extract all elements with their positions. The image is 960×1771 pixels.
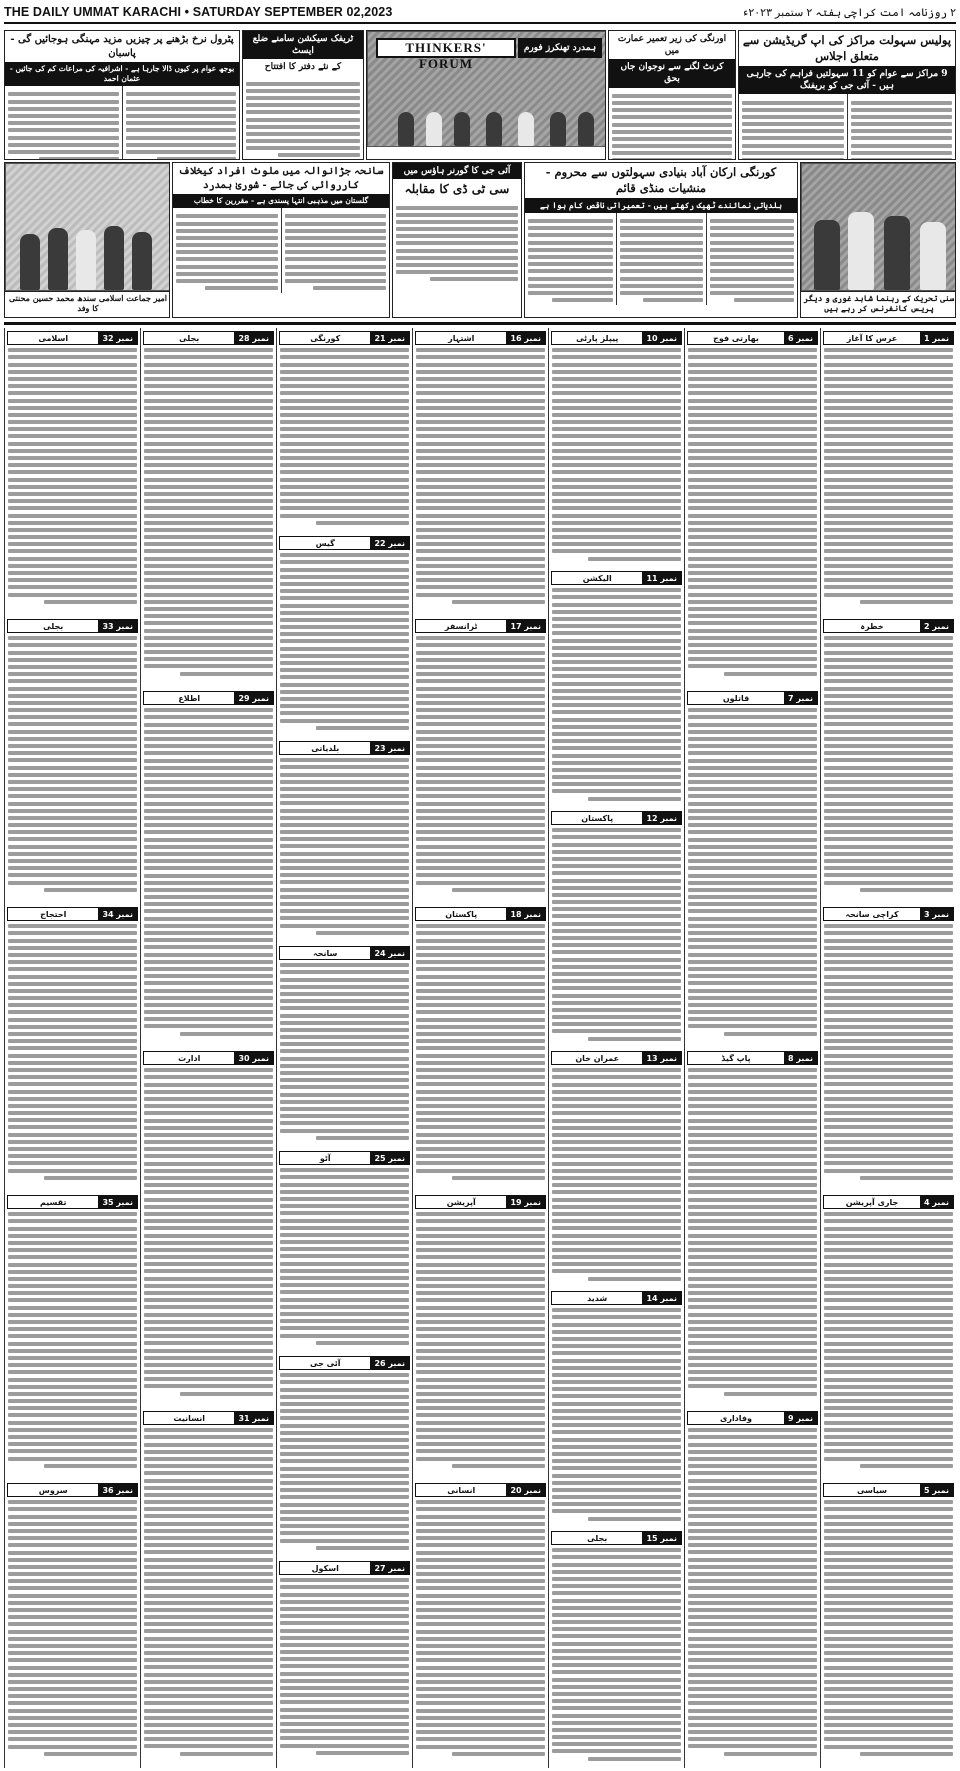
item-body bbox=[549, 828, 684, 1040]
top-band bbox=[4, 28, 956, 180]
item-body bbox=[277, 553, 412, 730]
section-divider bbox=[4, 322, 956, 325]
item-dateline: سیاسی bbox=[856, 1486, 888, 1495]
item-header bbox=[551, 1291, 682, 1305]
news-item bbox=[277, 943, 412, 1148]
news-item bbox=[549, 808, 684, 1048]
orangi-story bbox=[608, 30, 736, 160]
item-dateline: پاکستان bbox=[581, 814, 614, 823]
news-item bbox=[685, 1408, 820, 1768]
item-dateline: کراچی سانحہ bbox=[845, 910, 899, 919]
masthead bbox=[4, 2, 956, 24]
item-dateline: اشتہار bbox=[448, 334, 475, 343]
item-dateline: بجلی bbox=[587, 1534, 608, 1543]
news-item bbox=[549, 328, 684, 568]
lead-headline: پولیس سہولت مراکز کی اپ گریڈیشن سے متعلق اجلاس bbox=[742, 33, 952, 63]
item-dateline: بجلی bbox=[179, 334, 200, 343]
news-item bbox=[549, 1528, 684, 1768]
orangi-headline: اورنگی کی زیر تعمیر عمارت میں bbox=[617, 34, 727, 57]
lead-text-a bbox=[739, 94, 847, 160]
governor-subheadline: سی ٹی ڈی کا مقابلہ bbox=[404, 182, 510, 197]
item-number: نمبر 19 bbox=[506, 1196, 545, 1208]
item-dateline: انسانیت bbox=[173, 1414, 206, 1423]
item-header bbox=[7, 907, 138, 921]
petrol-story bbox=[4, 30, 240, 160]
item-number: نمبر 29 bbox=[234, 692, 273, 704]
lead-text-b bbox=[847, 94, 955, 160]
item-body bbox=[141, 1428, 276, 1755]
item-header bbox=[143, 331, 274, 345]
item-number: نمبر 2 bbox=[920, 620, 953, 632]
middle-band bbox=[4, 162, 956, 320]
news-item bbox=[277, 533, 412, 738]
item-header bbox=[415, 1483, 546, 1497]
item-body bbox=[549, 1068, 684, 1280]
news-item bbox=[5, 328, 140, 616]
item-dateline: ادارت bbox=[178, 1054, 201, 1063]
item-header bbox=[823, 1195, 954, 1209]
governor-headline: آئی جی کا گورنر ہاؤس میں bbox=[393, 163, 521, 179]
jamaat-caption: امیر جماعت اسلامی سندھ محمد حسین محنتی کا وفد bbox=[5, 291, 170, 318]
item-header bbox=[143, 691, 274, 705]
item-number: نمبر 16 bbox=[506, 332, 545, 344]
item-header bbox=[415, 1195, 546, 1209]
item-dateline: پاکستان bbox=[445, 910, 478, 919]
traffic-headline: ٹریفک سیکشن سامنے ضلع ایسٹ bbox=[243, 31, 363, 59]
item-dateline: انسانی bbox=[447, 1486, 476, 1495]
item-body bbox=[413, 348, 548, 604]
forum-logo: THINKERS' FORUM bbox=[376, 38, 516, 58]
item-body bbox=[5, 1212, 140, 1468]
item-number: نمبر 31 bbox=[234, 1412, 273, 1424]
traffic-text bbox=[243, 75, 363, 157]
item-header bbox=[687, 1411, 818, 1425]
item-body bbox=[821, 1500, 956, 1756]
item-dateline: عرس کا آغاز bbox=[846, 334, 898, 343]
item-number: نمبر 15 bbox=[642, 1532, 681, 1544]
item-number: نمبر 36 bbox=[98, 1484, 137, 1496]
news-item bbox=[5, 1192, 140, 1480]
item-header bbox=[279, 1356, 410, 1370]
item-number: نمبر 35 bbox=[98, 1196, 137, 1208]
item-header bbox=[823, 331, 954, 345]
item-body bbox=[277, 1578, 412, 1755]
item-header bbox=[823, 907, 954, 921]
page-note: ۲ روزنامہ امت کراچی ہفتہ ۲ ستمبر ۲۰۲۳ء bbox=[743, 6, 956, 19]
governor-story bbox=[392, 162, 522, 318]
lead-subheadline: 9 مراکز سے عوام کو 11 سہولتیں فراہم کی جارہی ہیں - آئی جی کو بریفنگ bbox=[739, 66, 955, 94]
news-columns bbox=[4, 328, 956, 1768]
item-body bbox=[413, 1212, 548, 1468]
item-body bbox=[5, 1500, 140, 1756]
news-item bbox=[5, 616, 140, 904]
news-item bbox=[821, 616, 956, 904]
item-dateline: ٹرانسفر bbox=[444, 622, 478, 631]
item-body bbox=[277, 963, 412, 1140]
petrol-subheadline: بوجھ عوام پر کیوں ڈالا جارہا ہے - اشرافیہ کی مراعات کم کی جائیں - عثمان احمد bbox=[5, 62, 239, 86]
lead-story bbox=[738, 30, 956, 160]
item-header bbox=[279, 741, 410, 755]
item-body bbox=[821, 348, 956, 604]
item-number: نمبر 14 bbox=[642, 1292, 681, 1304]
jaranwala-headline: سانحہ جڑانوالہ میں ملوث افراد کیخلاف کارروائی کی جائے - شوریٰ ہمدرد bbox=[178, 166, 384, 191]
item-number: نمبر 9 bbox=[784, 1412, 817, 1424]
item-header bbox=[7, 331, 138, 345]
item-dateline: آٹو bbox=[319, 1154, 331, 1163]
news-item bbox=[549, 568, 684, 808]
item-number: نمبر 18 bbox=[506, 908, 545, 920]
news-item bbox=[821, 1480, 956, 1768]
traffic-subheadline: کے نئے دفتر کا افتتاح bbox=[264, 62, 342, 73]
item-dateline: بجلی bbox=[43, 622, 64, 631]
item-dateline: سانحہ bbox=[313, 949, 338, 958]
item-body bbox=[413, 636, 548, 892]
korangi-headline: کورنگی ارکان آباد بنیادی سہولتوں سے محروم - منشیات منڈی قائم bbox=[545, 165, 777, 195]
item-number: نمبر 17 bbox=[506, 620, 545, 632]
paper-name: THE DAILY UMMAT KARACHI bbox=[4, 5, 182, 19]
item-body bbox=[413, 1500, 548, 1756]
jamaat-photo-box bbox=[4, 162, 170, 318]
item-number: نمبر 23 bbox=[370, 742, 409, 754]
news-item bbox=[141, 688, 276, 1048]
item-header bbox=[279, 1561, 410, 1575]
item-number: نمبر 8 bbox=[784, 1052, 817, 1064]
news-item bbox=[141, 1408, 276, 1768]
item-header bbox=[279, 536, 410, 550]
item-body bbox=[141, 348, 276, 675]
news-item bbox=[413, 328, 548, 616]
item-dateline: احتجاج bbox=[40, 910, 67, 919]
petrol-text-b bbox=[122, 86, 239, 160]
forum-photo bbox=[367, 31, 606, 147]
item-number: نمبر 22 bbox=[370, 537, 409, 549]
item-header bbox=[823, 619, 954, 633]
news-column bbox=[140, 328, 276, 1768]
news-column bbox=[548, 328, 684, 1768]
item-header bbox=[687, 331, 818, 345]
item-body bbox=[141, 1068, 276, 1395]
news-item bbox=[821, 1192, 956, 1480]
item-header bbox=[415, 907, 546, 921]
item-body bbox=[549, 1548, 684, 1760]
korangi-subheadline: بلدیاتی نمائندے ٹھیک رکھتے ہیں - تعمیراتی ناقص کام ہوا ہے bbox=[525, 198, 797, 213]
news-item bbox=[277, 1148, 412, 1353]
item-dateline: اسکول bbox=[311, 1564, 339, 1573]
news-item bbox=[413, 904, 548, 1192]
item-header bbox=[551, 811, 682, 825]
item-body bbox=[413, 924, 548, 1180]
item-header bbox=[7, 1195, 138, 1209]
item-body bbox=[277, 1373, 412, 1550]
item-number: نمبر 6 bbox=[784, 332, 817, 344]
item-body bbox=[549, 588, 684, 800]
item-body bbox=[821, 636, 956, 892]
korangi-story bbox=[524, 162, 798, 318]
news-column bbox=[4, 328, 140, 1768]
item-body bbox=[685, 348, 820, 675]
thinkers-forum bbox=[366, 30, 606, 160]
issue-date: SATURDAY SEPTEMBER 02,2023 bbox=[192, 5, 393, 19]
item-number: نمبر 32 bbox=[98, 332, 137, 344]
item-body bbox=[685, 1068, 820, 1395]
item-number: نمبر 21 bbox=[370, 332, 409, 344]
item-dateline: گیس bbox=[315, 539, 335, 548]
item-number: نمبر 11 bbox=[642, 572, 681, 584]
item-number: نمبر 33 bbox=[98, 620, 137, 632]
news-item bbox=[277, 738, 412, 943]
item-number: نمبر 30 bbox=[234, 1052, 273, 1064]
item-dateline: کورنگی bbox=[310, 334, 341, 343]
item-header bbox=[551, 1051, 682, 1065]
item-number: نمبر 3 bbox=[920, 908, 953, 920]
item-dateline: اسلامی bbox=[38, 334, 69, 343]
jamaat-photo bbox=[5, 163, 170, 291]
item-number: نمبر 24 bbox=[370, 947, 409, 959]
item-body bbox=[277, 1168, 412, 1345]
news-column bbox=[684, 328, 820, 1768]
news-item bbox=[821, 328, 956, 616]
item-number: نمبر 28 bbox=[234, 332, 273, 344]
item-header bbox=[279, 946, 410, 960]
item-number: نمبر 25 bbox=[370, 1152, 409, 1164]
item-dateline: جاری آپریشن bbox=[845, 1198, 899, 1207]
news-item bbox=[685, 328, 820, 688]
item-body bbox=[549, 1308, 684, 1520]
item-header bbox=[7, 619, 138, 633]
traffic-story bbox=[242, 30, 364, 160]
item-number: نمبر 12 bbox=[642, 812, 681, 824]
news-column bbox=[820, 328, 956, 1768]
item-number: نمبر 27 bbox=[370, 1562, 409, 1574]
item-dateline: الیکشن bbox=[582, 574, 612, 583]
item-header bbox=[551, 331, 682, 345]
item-body bbox=[821, 1212, 956, 1468]
item-body bbox=[277, 758, 412, 935]
item-dateline: سروس bbox=[38, 1486, 68, 1495]
news-item bbox=[5, 904, 140, 1192]
item-header bbox=[415, 331, 546, 345]
news-item bbox=[141, 328, 276, 688]
item-number: نمبر 20 bbox=[506, 1484, 545, 1496]
petrol-text-a bbox=[5, 86, 122, 160]
item-number: نمبر 34 bbox=[98, 908, 137, 920]
item-number: نمبر 5 bbox=[920, 1484, 953, 1496]
item-dateline: قاتلوں bbox=[722, 694, 750, 703]
item-body bbox=[821, 924, 956, 1180]
news-item bbox=[821, 904, 956, 1192]
item-number: نمبر 13 bbox=[642, 1052, 681, 1064]
petrol-headline: پٹرول نرخ بڑھنے پر چیزیں مزید مہنگی ہوجائیں گی - پاسبان bbox=[10, 34, 234, 59]
item-dateline: بلدیاتی bbox=[311, 744, 340, 753]
item-header bbox=[143, 1411, 274, 1425]
jaranwala-subheadline: گلستان میں مذہبی انتہا پسندی ہے - مقررین کا خطاب bbox=[173, 194, 389, 208]
item-dateline: پیپلز پارٹی bbox=[576, 334, 619, 343]
item-body bbox=[5, 924, 140, 1180]
sunni-tehreek bbox=[800, 162, 956, 318]
item-header bbox=[823, 1483, 954, 1497]
masthead-left: THE DAILY UMMAT KARACHI • SATURDAY SEPTEMBER 02,2023 bbox=[4, 5, 393, 19]
item-dateline: آئی جی bbox=[309, 1359, 341, 1368]
jaranwala-story bbox=[172, 162, 390, 318]
item-dateline: عمران خان bbox=[575, 1054, 620, 1063]
item-dateline: وفاداری bbox=[720, 1414, 752, 1423]
item-header bbox=[143, 1051, 274, 1065]
news-item bbox=[277, 328, 412, 533]
news-item bbox=[413, 616, 548, 904]
item-dateline: شدید bbox=[587, 1294, 608, 1303]
news-item bbox=[413, 1480, 548, 1768]
item-body bbox=[5, 348, 140, 604]
news-column bbox=[276, 328, 412, 1768]
sunni-caption: سنی تحریک کے رہنما شاہد غوری و دیگر پریس کانفرنس کر رہے ہیں bbox=[801, 291, 956, 318]
item-header bbox=[7, 1483, 138, 1497]
item-dateline: خطرہ bbox=[860, 622, 884, 631]
item-number: نمبر 1 bbox=[920, 332, 953, 344]
item-dateline: بھارتی فوج bbox=[713, 334, 759, 343]
item-dateline: تقسیم bbox=[40, 1198, 67, 1207]
forum-banner: ہمدرد تھنکرز فورم bbox=[518, 38, 602, 58]
item-dateline: آپریشن bbox=[446, 1198, 476, 1207]
news-item bbox=[685, 1048, 820, 1408]
news-item bbox=[413, 1192, 548, 1480]
item-header bbox=[687, 691, 818, 705]
news-item bbox=[549, 1048, 684, 1288]
item-number: نمبر 4 bbox=[920, 1196, 953, 1208]
item-body bbox=[5, 636, 140, 892]
news-item bbox=[141, 1048, 276, 1408]
orangi-subheadline: کرنٹ لگنے سے نوجوان جاں بحق bbox=[609, 59, 735, 87]
item-header bbox=[551, 571, 682, 585]
news-item bbox=[685, 688, 820, 1048]
news-item bbox=[5, 1480, 140, 1768]
item-number: نمبر 7 bbox=[784, 692, 817, 704]
item-number: نمبر 10 bbox=[642, 332, 681, 344]
item-dateline: پاپ گیڈ bbox=[721, 1054, 751, 1063]
item-body bbox=[685, 1428, 820, 1755]
item-header bbox=[551, 1531, 682, 1545]
item-body bbox=[141, 708, 276, 1035]
item-dateline: اطلاع bbox=[178, 694, 201, 703]
item-body bbox=[277, 348, 412, 525]
news-column bbox=[412, 328, 548, 1768]
orangi-text bbox=[609, 88, 735, 160]
item-header bbox=[279, 331, 410, 345]
news-item bbox=[277, 1558, 412, 1763]
item-body bbox=[549, 348, 684, 560]
item-body bbox=[685, 708, 820, 1035]
news-item bbox=[277, 1353, 412, 1558]
news-item bbox=[549, 1288, 684, 1528]
item-header bbox=[687, 1051, 818, 1065]
sunni-photo bbox=[801, 163, 956, 291]
item-header bbox=[279, 1151, 410, 1165]
item-header bbox=[415, 619, 546, 633]
item-number: نمبر 26 bbox=[370, 1357, 409, 1369]
